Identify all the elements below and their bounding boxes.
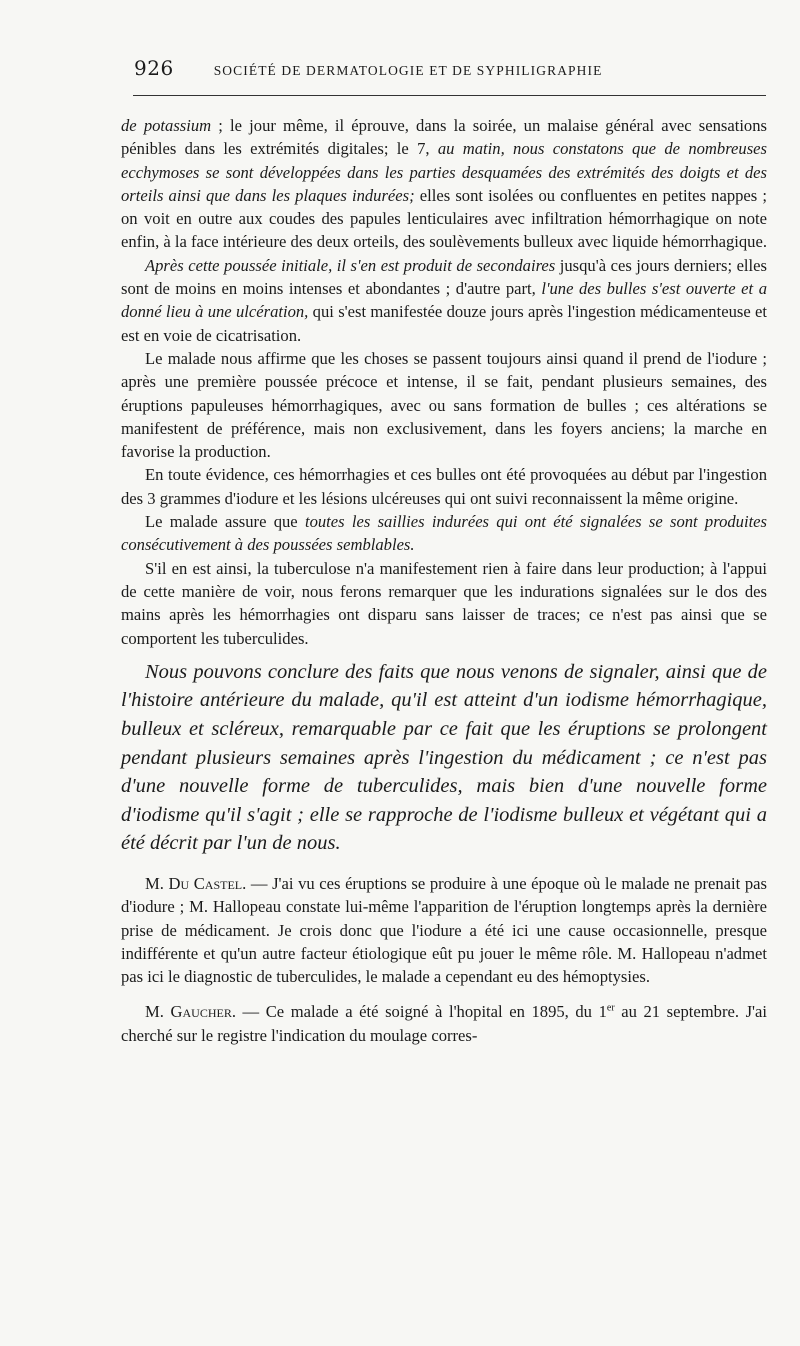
italic-run: de potassium: [121, 116, 212, 135]
page-number: 926: [134, 56, 174, 80]
text-run: Le malade nous affirme que les choses se passent toujours ainsi quand il prend de l'iodure ; après une première poussée précoce et intense, il se fait, pendant plusieurs semaines, des éruptions papuleuses hémorrhagiques, avec ou sans formation de bulles ; ces altérations se manifestent de préférence, mais non exclusivement, dans les foyers anciens; la marche en favorise la production.: [121, 348, 767, 462]
italic-run: l'une des bulles s'est ouverte et a donné lieu à une ulcération,: [121, 279, 767, 322]
page-header: [134, 56, 766, 86]
speaker-name: Du Castel.: [168, 873, 247, 893]
italic-run: au matin, nous constatons que de nombreuses ecchymoses se sont développées dans les parties desquamées des extrémités des doigts et des orteils ainsi que dans les plaques indurées;: [121, 139, 767, 205]
paragraph: [121, 557, 767, 650]
text-run: jusqu'à ces jours derniers; elles sont de moins en moins intenses et abondantes ; d'autre part,: [121, 255, 767, 299]
paragraph: [121, 510, 767, 557]
paragraph: [121, 254, 767, 347]
text-run: En toute évidence, ces hémorrhagies et ces bulles ont été provoquées au début par l'ingestion des 3 grammes d'iodure et les lésions ulcéreuses qui ont suivi reconnaissent la même origine.: [121, 465, 767, 508]
italic-run: toutes les saillies indurées qui ont été signalées se sont produites consécutivement à des poussées semblables.: [121, 512, 768, 555]
discussion-text: — Ce malade a été soigné à l'hopital en 1895, du 1: [235, 1002, 607, 1022]
paragraph: [121, 114, 767, 254]
text-run: S'il en est ainsi, la tuberculose n'a manifestement rien à faire dans leur production; à l'appui de cette manière de voir, nous ferons remarquer que les indurations signalées sur le dos des mains après les hémorrhagies ont disparu sans laisser de traces; ce n'est pas ainsi que se comportent les tuberculides.: [121, 558, 767, 648]
paragraph: [121, 347, 767, 463]
discussion-gaucher: [121, 1000, 767, 1047]
text-run: elles sont isolées ou confluentes en petites nappes ; on voit en outre aux coudes des papules lenticulaires avec infiltration hémorrhagique on note enfin, à la face intérieure des deux orteils, des soulèvements bulleux avec liquide hémorrhagique.: [121, 185, 767, 252]
discussion-du-castel: [121, 872, 767, 988]
superscript: er: [606, 1002, 615, 1014]
speaker-prefix: M.: [145, 873, 169, 893]
text-run: ; le jour même, il éprouve, dans la soirée, un malaise général avec sensations pénibles dans les extrémités digitales; le 7,: [121, 116, 767, 159]
paragraph: [121, 463, 767, 510]
speaker-name: Gaucher.: [170, 1002, 236, 1022]
conclusion-paragraph: Nous pouvons conclure des faits que nous venons de signaler, ainsi que de l'histoire antérieure du malade, qu'il est atteint d'un iodisme hémorrhagique, bulleux et scléreux, remarquable par ce fait que les éruptions se prolongent pendant plusieurs semaines après l'ingestion du médicament ; ce n'est pas d'une nouvelle forme de tuberculides, mais bien d'une nouvelle forme d'iodisme qu'il s'agit ; elle se rapproche de l'iodisme bulleux et végétant qui a été décrit par l'un de nous.: [121, 660, 767, 855]
speaker-prefix: M.: [145, 1002, 171, 1022]
text-run: Le malade assure que: [145, 512, 305, 532]
discussion-text: au 21 septembre. J'ai cherché sur le registre l'indication du moulage corres-: [121, 1002, 768, 1045]
italic-run: Après cette poussée initiale, il s'en est produit de secondaires: [145, 255, 556, 275]
header-rule: [133, 95, 766, 96]
body-text: [121, 114, 767, 1047]
running-head: SOCIÉTÉ DE DERMATOLOGIE ET DE SYPHILIGRAPHIE: [213, 63, 603, 78]
text-run: qui s'est manifestée douze jours après l'ingestion médicamenteuse et est en voie de cicatrisation.: [121, 302, 767, 345]
discussion-text: — J'ai vu ces éruptions se produire à une époque où le malade ne prenait pas d'iodure ; M. Hallopeau constate lui-même l'apparition de l'éruption longtemps après la dernière prise de médicament. Je crois donc que l'iodure a été ici une cause occasionnelle, presque indifférente et qu'un autre facteur étiologique eût pu jouer le même rôle. M. Hallopeau n'admet pas ici le diagnostic de tuberculides, le malade a cependant eu des hémoptysies.: [121, 873, 767, 987]
